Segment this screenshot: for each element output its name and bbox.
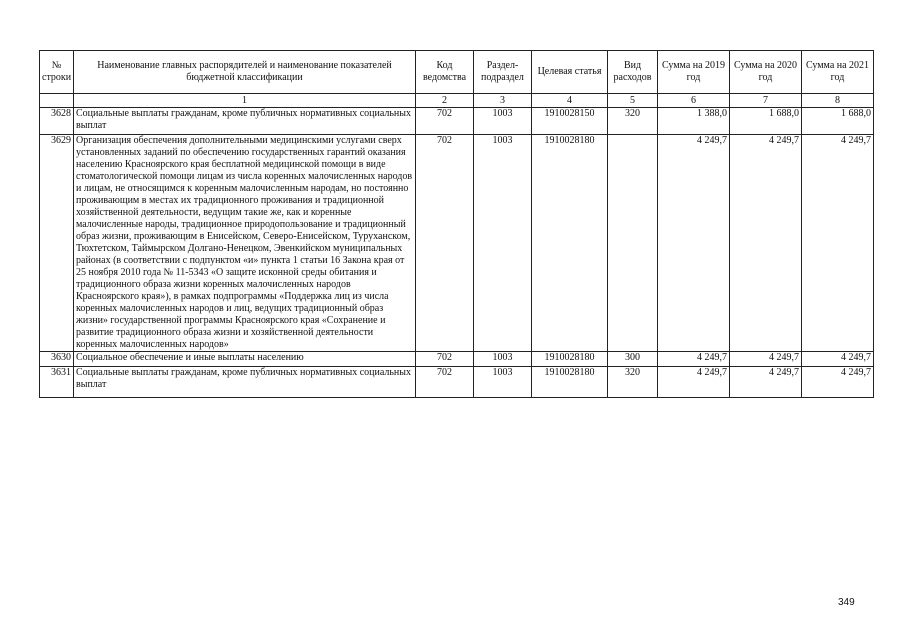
row-sum-2020: 4 249,7 (730, 352, 802, 367)
header-name: Наименование главных распорядителей и наименование показателей бюджетной классификации (74, 51, 416, 94)
table-row (40, 367, 874, 398)
column-number: 3 (474, 94, 532, 108)
header-sum-2021: Сумма на 2021 год (802, 51, 874, 94)
row-sum-2021: 4 249,7 (802, 135, 874, 352)
header-section: Раздел-подраздел (474, 51, 532, 94)
row-target: 1910028150 (532, 108, 608, 135)
row-sum-2021: 4 249,7 (802, 367, 874, 398)
row-number: 3630 (40, 352, 74, 367)
header-row-no: № строки (40, 51, 74, 94)
column-number-row (40, 94, 874, 108)
row-target: 1910028180 (532, 135, 608, 352)
row-expense-kind: 320 (608, 367, 658, 398)
row-dept-code: 702 (416, 352, 474, 367)
header-sum-2020: Сумма на 2020 год (730, 51, 802, 94)
column-number (40, 94, 74, 108)
row-name: Социальные выплаты гражданам, кроме публичных нормативных социальных выплат (74, 108, 416, 135)
column-number: 1 (74, 94, 416, 108)
row-sum-2019: 1 388,0 (658, 108, 730, 135)
column-number: 7 (730, 94, 802, 108)
column-number: 4 (532, 94, 608, 108)
row-number: 3631 (40, 367, 74, 398)
row-sum-2020: 1 688,0 (730, 108, 802, 135)
row-target: 1910028180 (532, 367, 608, 398)
row-sum-2019: 4 249,7 (658, 352, 730, 367)
table-row (40, 352, 874, 367)
table-row (40, 108, 874, 135)
row-expense-kind (608, 135, 658, 352)
row-section: 1003 (474, 352, 532, 367)
row-dept-code: 702 (416, 367, 474, 398)
budget-table-container (39, 50, 874, 398)
column-number: 8 (802, 94, 874, 108)
row-section: 1003 (474, 135, 532, 352)
table-row (40, 135, 874, 352)
header-sum-2019: Сумма на 2019 год (658, 51, 730, 94)
row-sum-2019: 4 249,7 (658, 135, 730, 352)
row-expense-kind: 300 (608, 352, 658, 367)
header-row (40, 51, 874, 94)
header-dept-code: Код ведомства (416, 51, 474, 94)
row-number: 3628 (40, 108, 74, 135)
row-target: 1910028180 (532, 352, 608, 367)
column-number: 2 (416, 94, 474, 108)
row-sum-2021: 1 688,0 (802, 108, 874, 135)
row-sum-2020: 4 249,7 (730, 135, 802, 352)
row-expense-kind: 320 (608, 108, 658, 135)
column-number: 5 (608, 94, 658, 108)
column-number: 6 (658, 94, 730, 108)
row-number: 3629 (40, 135, 74, 352)
header-target: Целевая статья (532, 51, 608, 94)
row-section: 1003 (474, 108, 532, 135)
row-sum-2020: 4 249,7 (730, 367, 802, 398)
row-dept-code: 702 (416, 135, 474, 352)
row-sum-2019: 4 249,7 (658, 367, 730, 398)
budget-table (39, 50, 874, 398)
page-number: 349 (838, 597, 855, 608)
row-name: Социальное обеспечение и иные выплаты населению (74, 352, 416, 367)
row-name: Социальные выплаты гражданам, кроме публичных нормативных социальных выплат (74, 367, 416, 398)
row-dept-code: 702 (416, 108, 474, 135)
row-name: Организация обеспечения дополнительными медицинскими услугами сверх установленных заданий по обеспечению государственных гарантий оказания населению Красноярского края бесплатной медицинской помощи в виде стоматологической помощи лицам из числа коренных малочисленных народов и лицам, не относящимся к коренным малочисленным народам, но постоянно проживающим в местах их традиционного проживания и традиционной хозяйственной деятельности, ведущим такие же, как и коренные малочисленные народы, традиционное природопользование и традиционный образ жизни, проживающим в Енисейском, Северо-Енисейском, Туруханском, Тюхтетском, Таймырском Долгано-Ненецком, Эвенкийском муниципальных районах (в соответствии с подпунктом «и» пункта 1 статьи 16 Закона края от 25 ноября 2010 года № 11-5343 «О защите исконной среды обитания и традиционного образа жизни коренных малочисленных народов Красноярского края»), в рамках подпрограммы «Поддержка лиц из числа коренных малочисленных народов и лиц, ведущих традиционный образ жизни» государственной программы Красноярского края «Сохранение и развитие традиционного образа жизни и хозяйственной деятельности коренных малочисленных народов» (74, 135, 416, 352)
row-sum-2021: 4 249,7 (802, 352, 874, 367)
header-expense-kind: Вид расходов (608, 51, 658, 94)
row-section: 1003 (474, 367, 532, 398)
